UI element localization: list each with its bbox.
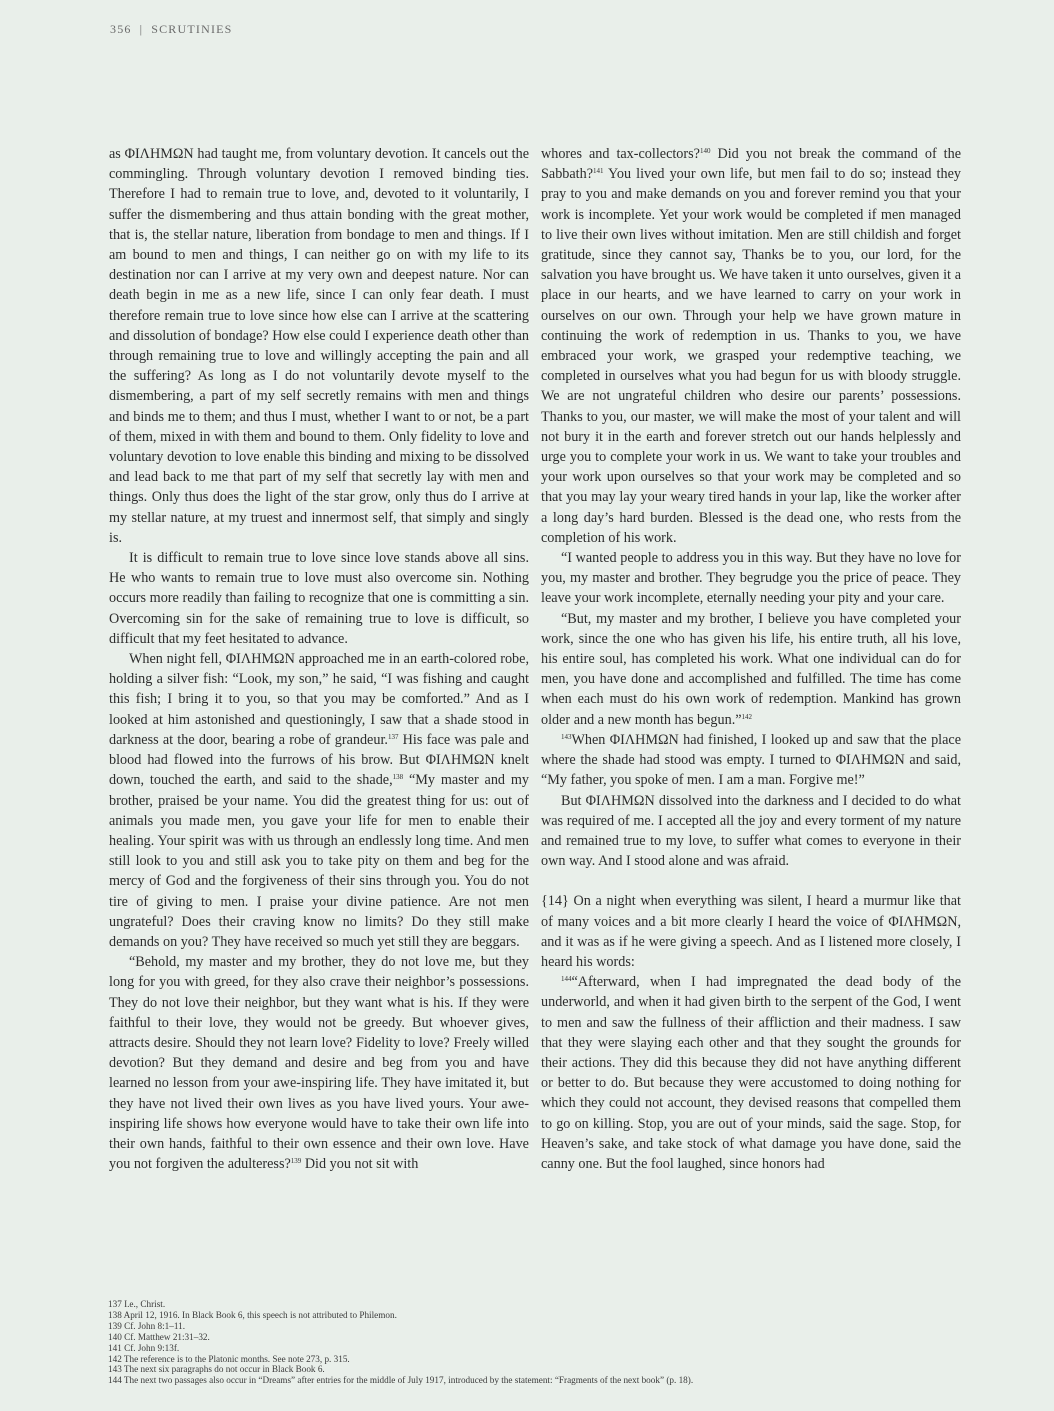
paragraph (109, 548, 529, 649)
footnote-item: 144 The next two passages also occur in “Dreams” after entries for the middle of July 1917, introduced by the statement: “Fragments of the next book” (p. 18). (108, 1375, 694, 1386)
paragraph-text: as ΦΙΛΗΜΩΝ had taught me, from voluntary devotion. It cancels out the commingling. Through voluntary devotion I removed binding ties. Therefore I had to remain true to love, and, devoted to it voluntarily, I suffer the dismembering and thus attain bonding with the great mother, that is, the stellar nature, liberation from bondage to men and things. If I am bound to men and things, I can neither go on with my life to its destination nor can I arrive at my very own and deepest nature. Nor can death begin in me as a new life, since I can only fear death. I must therefore remain true to love since how else can I arrive at the scattering and dissolution of bondage? How else could I experience death other than through remaining true to love and willingly accepting the pain and all the suffering? As long as I do not voluntarily devote myself to the dismembering, a part of my self secretly remains with men and things and binds me to them; and thus I must, whether I want to or not, be a part of them, mixed in with them and bound to them. Only fidelity to love and voluntary devotion to love enable this binding and mixing to be dissolved and lead back to me that part of my self that secretly lay with men and things. Only thus does the light of the star grow, only thus do I arrive at my stellar nature, at my truest and innermost self, that simply and singly is. (109, 146, 529, 546)
footnote-item: 141 Cf. John 9:13f. (108, 1342, 180, 1353)
footnotes (108, 1299, 928, 1386)
paragraph-text: When ΦΙΛΗΜΩΝ had finished, I looked up and saw that the place where the shade had stood was empty. I turned to ΦΙΛΗΜΩΝ and said, “My father, you spoke of men. I am a man. Forgive me!” (541, 731, 961, 789)
paragraph (541, 609, 961, 730)
paragraph (541, 791, 961, 872)
paragraph-text: You lived your own life, but men fail to do so; instead they pray to you and make demands on you and forever remind you that your work is incomplete. Yet your work would be completed if men managed to live their own lives without imitation. Men are still childish and forget gratitude, since they cannot say, Thanks be to you, our lord, for the salvation you have brought us. We have taken it unto ourselves, given it a place in our hearts, and we have learned to carry on your work in ourselves on our own. Through your help we have grown mature in continuing the work of redemption in us. Thanks to you, we have embraced your work, we grasped your redemptive teaching, we completed in ourselves what you had begun for us with bloody struggle. We are not ungrateful children who desire our parents’ possessions. Thanks to you, our master, we will make the most of your talent and will not bury it in the earth and forever stretch out our hands helplessly and urge you to complete your work in us. We want to take your troubles and your work upon ourselves so that your work may be completed and so that you may lay your weary tired hands in your lap, like the worker after a long day’s hard burden. Blessed is the dead one, who rests from the completion of his work. (541, 166, 961, 546)
running-title: SCRUTINIES (151, 22, 233, 36)
page-number: 356 (110, 22, 132, 36)
footnote-marker: 144 (561, 975, 572, 984)
footnote-marker: 137 (387, 732, 399, 741)
left-text-column (109, 144, 529, 1174)
running-header (110, 22, 233, 37)
paragraph-text: It is difficult to remain true to love since love stands above all sins. He who wants to remain true to love must also overcome sin. Nothing occurs more readily than failing to recognize that one is committing a sin. Overcoming sin for the sake of remaining true to love is difficult, so difficult that my feet hesitated to advance. (109, 550, 529, 647)
paragraph-text: “Afterward, when I had impregnated the dead body of the underworld, and when it had given birth to the serpent of the God, I went to men and saw the fullness of their affliction and their madness. I saw that they were slaying each other and that they sought the grounds for their actions. They did this because they did not have anything different or better to do. But because they were accustomed to doing nothing for which they could not account, they devised reasons that compelled them to go on killing. Stop, you are out of your minds, said the sage. Stop, for Heaven’s sake, and take stock of what damage you have done, said the canny one. But the fool laughed, since honors had (541, 974, 961, 1172)
footnote-marker: 140 (699, 147, 711, 155)
footnote-item: 143 The next six paragraphs do not occur in Black Book 6. (108, 1364, 325, 1375)
paragraph (541, 144, 961, 548)
paragraph-text: Did you not break the command of the Sabbath? (541, 146, 961, 183)
header-divider: | (139, 22, 144, 36)
footnote-item: 140 Cf. Matthew 21:31–32. (108, 1331, 210, 1342)
paragraph-text: whores and tax-collectors? (541, 146, 700, 162)
paragraph-text: But ΦΙΛΗΜΩΝ dissolved into the darkness and I decided to do what was required of me. I accepted all the joy and every torment of my nature and remained true to my love, to suffer what comes to everyone in their own way. And I stood alone and was afraid. (541, 792, 961, 870)
footnote-item: 137 I.e., Christ. (108, 1299, 166, 1309)
paragraph (109, 144, 529, 548)
paragraph (109, 649, 529, 952)
paragraph-text: Did you not sit with (301, 1156, 419, 1173)
footnote-marker: 143 (561, 732, 572, 741)
paragraph-text: “I wanted people to address you in this way. But they have no love for you, my master and brother. They begrudge you the price of peace. They leave your work incomplete, eternally needing your pity and your care. (541, 550, 961, 607)
paragraph (541, 972, 961, 1174)
paragraph-text: When night fell, ΦΙΛΗΜΩΝ approached me in an earth-colored robe, holding a silver fish: “Look, my son,” he said, “I was fishing and caught this fish; I bring it to you, so that you may be comforted.” And as I looked at him astonished and questioningly, I saw that a shade stood in darkness at the door, bearing a robe of grandeur. (109, 651, 529, 748)
paragraph (541, 548, 961, 609)
footnote-marker: 142 (741, 712, 753, 721)
right-text-column (541, 144, 961, 1174)
footnote-marker: 138 (392, 773, 404, 782)
footnote-item: 139 Cf. John 8:1–11. (108, 1320, 185, 1331)
footnote-item: 142 The reference is to the Platonic months. See note 273, p. 315. (108, 1353, 350, 1364)
paragraph (541, 730, 961, 791)
paragraph-text: “Behold, my master and my brother, they do not love me, but they long for you with greed, for they also crave their neighbor’s possessions. They do not love their neighbor, but they want what is his. If they were faithful to their love, they would not be greedy. But whoever gives, attracts desire. Should they not learn love? Fidelity to love? Freely willed devotion? But they demand and desire and beg from you and have learned no lesson from your awe-inspiring life. They have imitated it, but they have not lived their own lives as you have lived yours. Your awe-inspiring life shows how everyone would have to take their own life into their own hands, faithful to their own essence and their own love. Have you not forgiven the adulteress? (109, 954, 529, 1173)
footnote-item: 138 April 12, 1916. In Black Book 6, this speech is not attributed to Philemon. (108, 1309, 397, 1320)
paragraph-text: His face was pale and blood had flowed into the furrows of his brow. But ΦΙΛΗΜΩΝ knelt down, touched the earth, and said to the shade, (109, 731, 529, 789)
paragraph-text: “But, my master and my brother, I believe you have completed your work, since the one who has given his life, his entire truth, all his love, his entire soul, has completed his work. What one individual can do for men, you have done and accomplished and fulfilled. The time has come when each must do his own work of redemption. Mankind has grown older and a new month has begun.” (541, 610, 961, 728)
footnote-marker: 139 (290, 1157, 302, 1166)
paragraph (109, 952, 529, 1174)
paragraph-text: {14} On a night when everything was silent, I heard a murmur like that of many voices and a bit more clearly I heard the voice of ΦΙΛΗΜΩΝ, and it was as if he were giving a speech. And as I listened more closely, I heard his words: (541, 893, 961, 970)
paragraph-text: “My master and my brother, praised be your name. You did the greatest thing for us: out of animals you made men, you gave your life for men to enable their healing. Your spirit was with us through an endlessly long time. And men still look to you and still ask you to take pity on them and beg for the mercy of God and the forgiveness of their sins through you. You do not tire of giving to men. I praise your divine patience. Are not men ungrateful? Does their craving know no limits? Do they still make demands on you? They have received so much yet still they are beggars. (109, 772, 530, 950)
paragraph (541, 891, 961, 972)
footnote-marker: 141 (593, 167, 604, 176)
